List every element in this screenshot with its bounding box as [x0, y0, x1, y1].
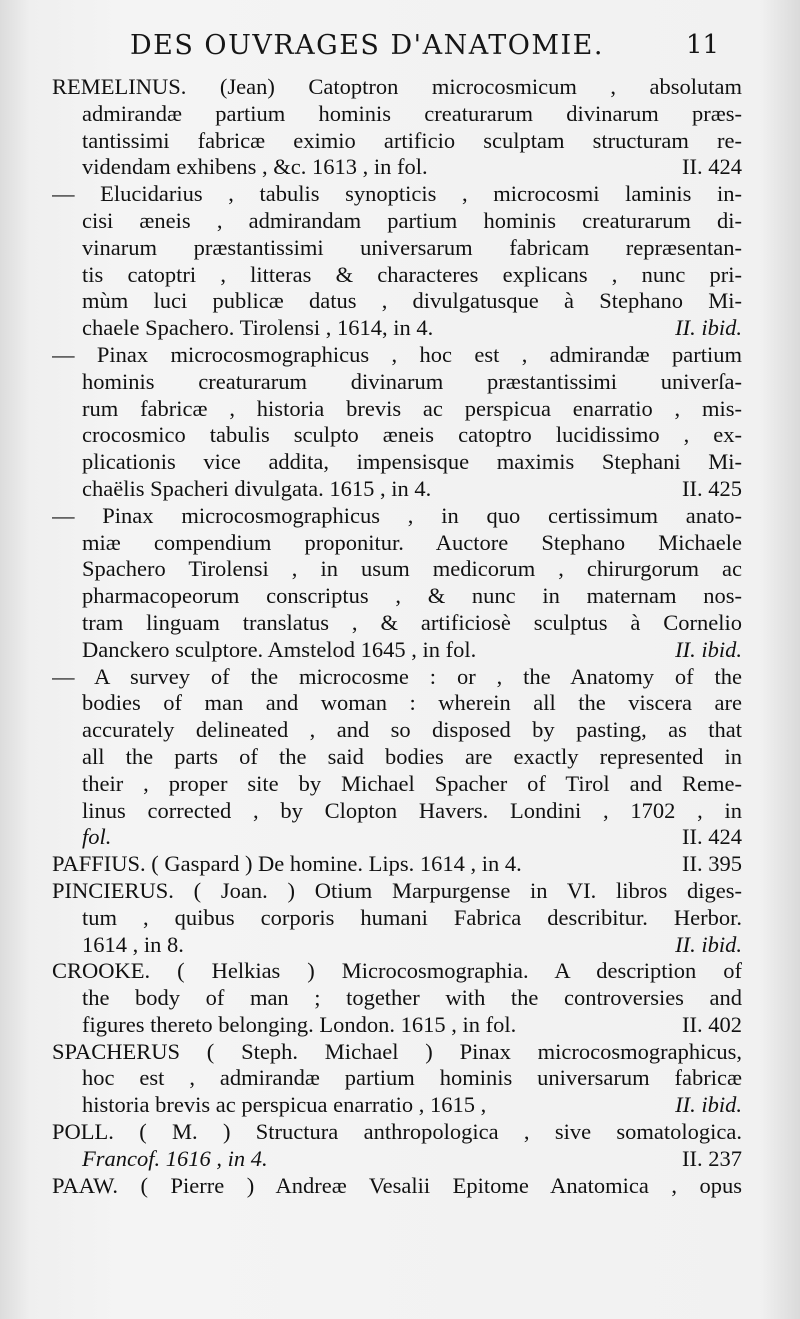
text-line: SPACHERUS ( Steph. Michael ) Pinax microcosmographicus,	[52, 1038, 742, 1064]
volume-reference: II. 424	[682, 824, 742, 850]
volume-reference: II. ibid.	[675, 315, 742, 341]
running-title: DES OUVRAGES D'ANATOMIE.	[130, 30, 604, 61]
text-line: tum , quibus corporis humani Fabrica describitur. Herbor.	[82, 904, 742, 930]
text-line	[52, 476, 742, 503]
text-line: Spachero Tirolensi , in usum medicorum , chirurgorum ac	[82, 556, 742, 582]
running-header	[0, 30, 800, 70]
text-fragment: PAFFIUS. ( Gaspard ) De homine. Lips. 1614 , in 4.	[52, 851, 522, 877]
entry-pinax-1645	[52, 503, 742, 664]
text-line: cisi æneis , admirandam partium hominis creaturarum di-	[82, 207, 742, 233]
entry-paffius	[52, 851, 742, 878]
text-line: REMELINUS. (Jean) Catoptron microcosmicum , absolutam	[52, 74, 742, 99]
text-line	[52, 637, 742, 664]
text-fragment: historia brevis ac perspicua enarratio , 1615 ,	[82, 1092, 487, 1118]
volume-reference: II. 425	[682, 475, 742, 501]
text-line: — Pinax microcosmographicus , hoc est , admirandæ partium	[52, 341, 742, 367]
entry-pinax-1615	[52, 342, 742, 503]
text-line: crocosmico tabulis sculpto æneis catoptro lucidissimo , ex-	[82, 422, 742, 448]
text-line	[52, 851, 742, 878]
text-line: mùm luci publicæ datus , divulgatusque à Stephano Mi-	[82, 288, 742, 314]
entry-pincierus	[52, 878, 742, 958]
text-line	[52, 1146, 742, 1173]
text-line	[52, 154, 742, 181]
entry-spacherus	[52, 1039, 742, 1119]
text-line: bodies of man and woman : wherein all the viscera are	[82, 690, 742, 716]
text-line: tis catoptri , litteras & characteres explicans , nunc pri-	[82, 261, 742, 287]
text-line	[52, 1092, 742, 1119]
text-line: linus corrected , by Clopton Havers. Londini , 1702 , in	[82, 797, 742, 823]
text-line: PINCIERUS. ( Joan. ) Otium Marpurgense in VI. libros diges-	[52, 877, 742, 903]
text-fragment: Danckero sculptore. Amstelod 1645 , in fol.	[82, 636, 477, 662]
text-fragment: fol.	[82, 824, 112, 850]
text-line	[52, 1012, 742, 1039]
text-fragment: chaëlis Spacheri divulgata. 1615 , in 4.	[82, 475, 432, 501]
text-line: the body of man ; together with the controversies and	[82, 985, 742, 1011]
text-line: their , proper site by Michael Spacher of Tirol and Reme-	[82, 770, 742, 796]
text-line: hoc est , admirandæ partium hominis universarum fabricæ	[82, 1065, 742, 1091]
text-line: hominis creaturarum divinarum præstantissimi univerſa-	[82, 368, 742, 394]
bibliography-text	[52, 74, 742, 1199]
volume-reference: II. 424	[682, 154, 742, 180]
text-fragment: videndam exhibens , &c. 1613 , in fol.	[82, 154, 428, 180]
text-line: PAAW. ( Pierre ) Andreæ Vesalii Epitome Anatomica , opus	[52, 1172, 742, 1198]
entry-crooke	[52, 958, 742, 1038]
text-line: tram linguam translatus , & artificiosè sculptus à Cornelio	[82, 609, 742, 635]
volume-reference: II. ibid.	[675, 636, 742, 662]
text-line	[52, 315, 742, 342]
volume-reference: II. 402	[682, 1011, 742, 1037]
text-line: miæ compendium proponitur. Auctore Stephano Michaele	[82, 529, 742, 555]
volume-reference: II. ibid.	[675, 931, 742, 957]
text-fragment: figures thereto belonging. London. 1615 , in fol.	[82, 1011, 517, 1037]
entry-paaw	[52, 1173, 742, 1200]
text-line	[52, 932, 742, 959]
text-fragment: Francof. 1616 , in 4.	[82, 1145, 268, 1171]
text-line: rum fabricæ , historia brevis ac perspicua enarratio , mis-	[82, 395, 742, 421]
text-line: pharmacopeorum conscriptus , & nunc in maternam nos-	[82, 583, 742, 609]
volume-reference: II. 395	[682, 851, 742, 877]
text-line: — Pinax microcosmographicus , in quo certissimum anato-	[52, 502, 742, 528]
text-line: plicationis vice addita, impensisque maximis Stephani Mi-	[82, 449, 742, 475]
text-fragment: 1614 , in 8.	[82, 931, 184, 957]
text-line: CROOKE. ( Helkias ) Microcosmographia. A description of	[52, 958, 742, 984]
text-fragment: chaele Spachero. Tirolensi , 1614, in 4.	[82, 315, 434, 341]
text-line: admirandæ partium hominis creaturarum divinarum præs-	[82, 100, 742, 126]
text-line: accurately delineated , and so disposed by pasting, as that	[82, 717, 742, 743]
volume-reference: II. 237	[682, 1145, 742, 1171]
text-line: — A survey of the microcosme : or , the Anatomy of the	[52, 663, 742, 689]
volume-reference: II. ibid.	[675, 1092, 742, 1118]
entry-poll	[52, 1119, 742, 1173]
text-line: vinarum præstantissimi universarum fabricam repræsentan-	[82, 234, 742, 260]
page-number: 11	[686, 30, 720, 60]
text-line	[52, 824, 742, 851]
text-line: POLL. ( M. ) Structura anthropologica , sive somatologica.	[52, 1119, 742, 1145]
text-line: tantissimi fabricæ eximio artificio sculptam structuram re-	[82, 127, 742, 153]
text-line: — Elucidarius , tabulis synopticis , microcosmi laminis in-	[52, 181, 742, 207]
text-line: all the parts of the said bodies are exactly represented in	[82, 743, 742, 769]
entry-elucidarius	[52, 181, 742, 342]
entry-remelinus	[52, 74, 742, 181]
entry-survey-microcosme	[52, 664, 742, 852]
